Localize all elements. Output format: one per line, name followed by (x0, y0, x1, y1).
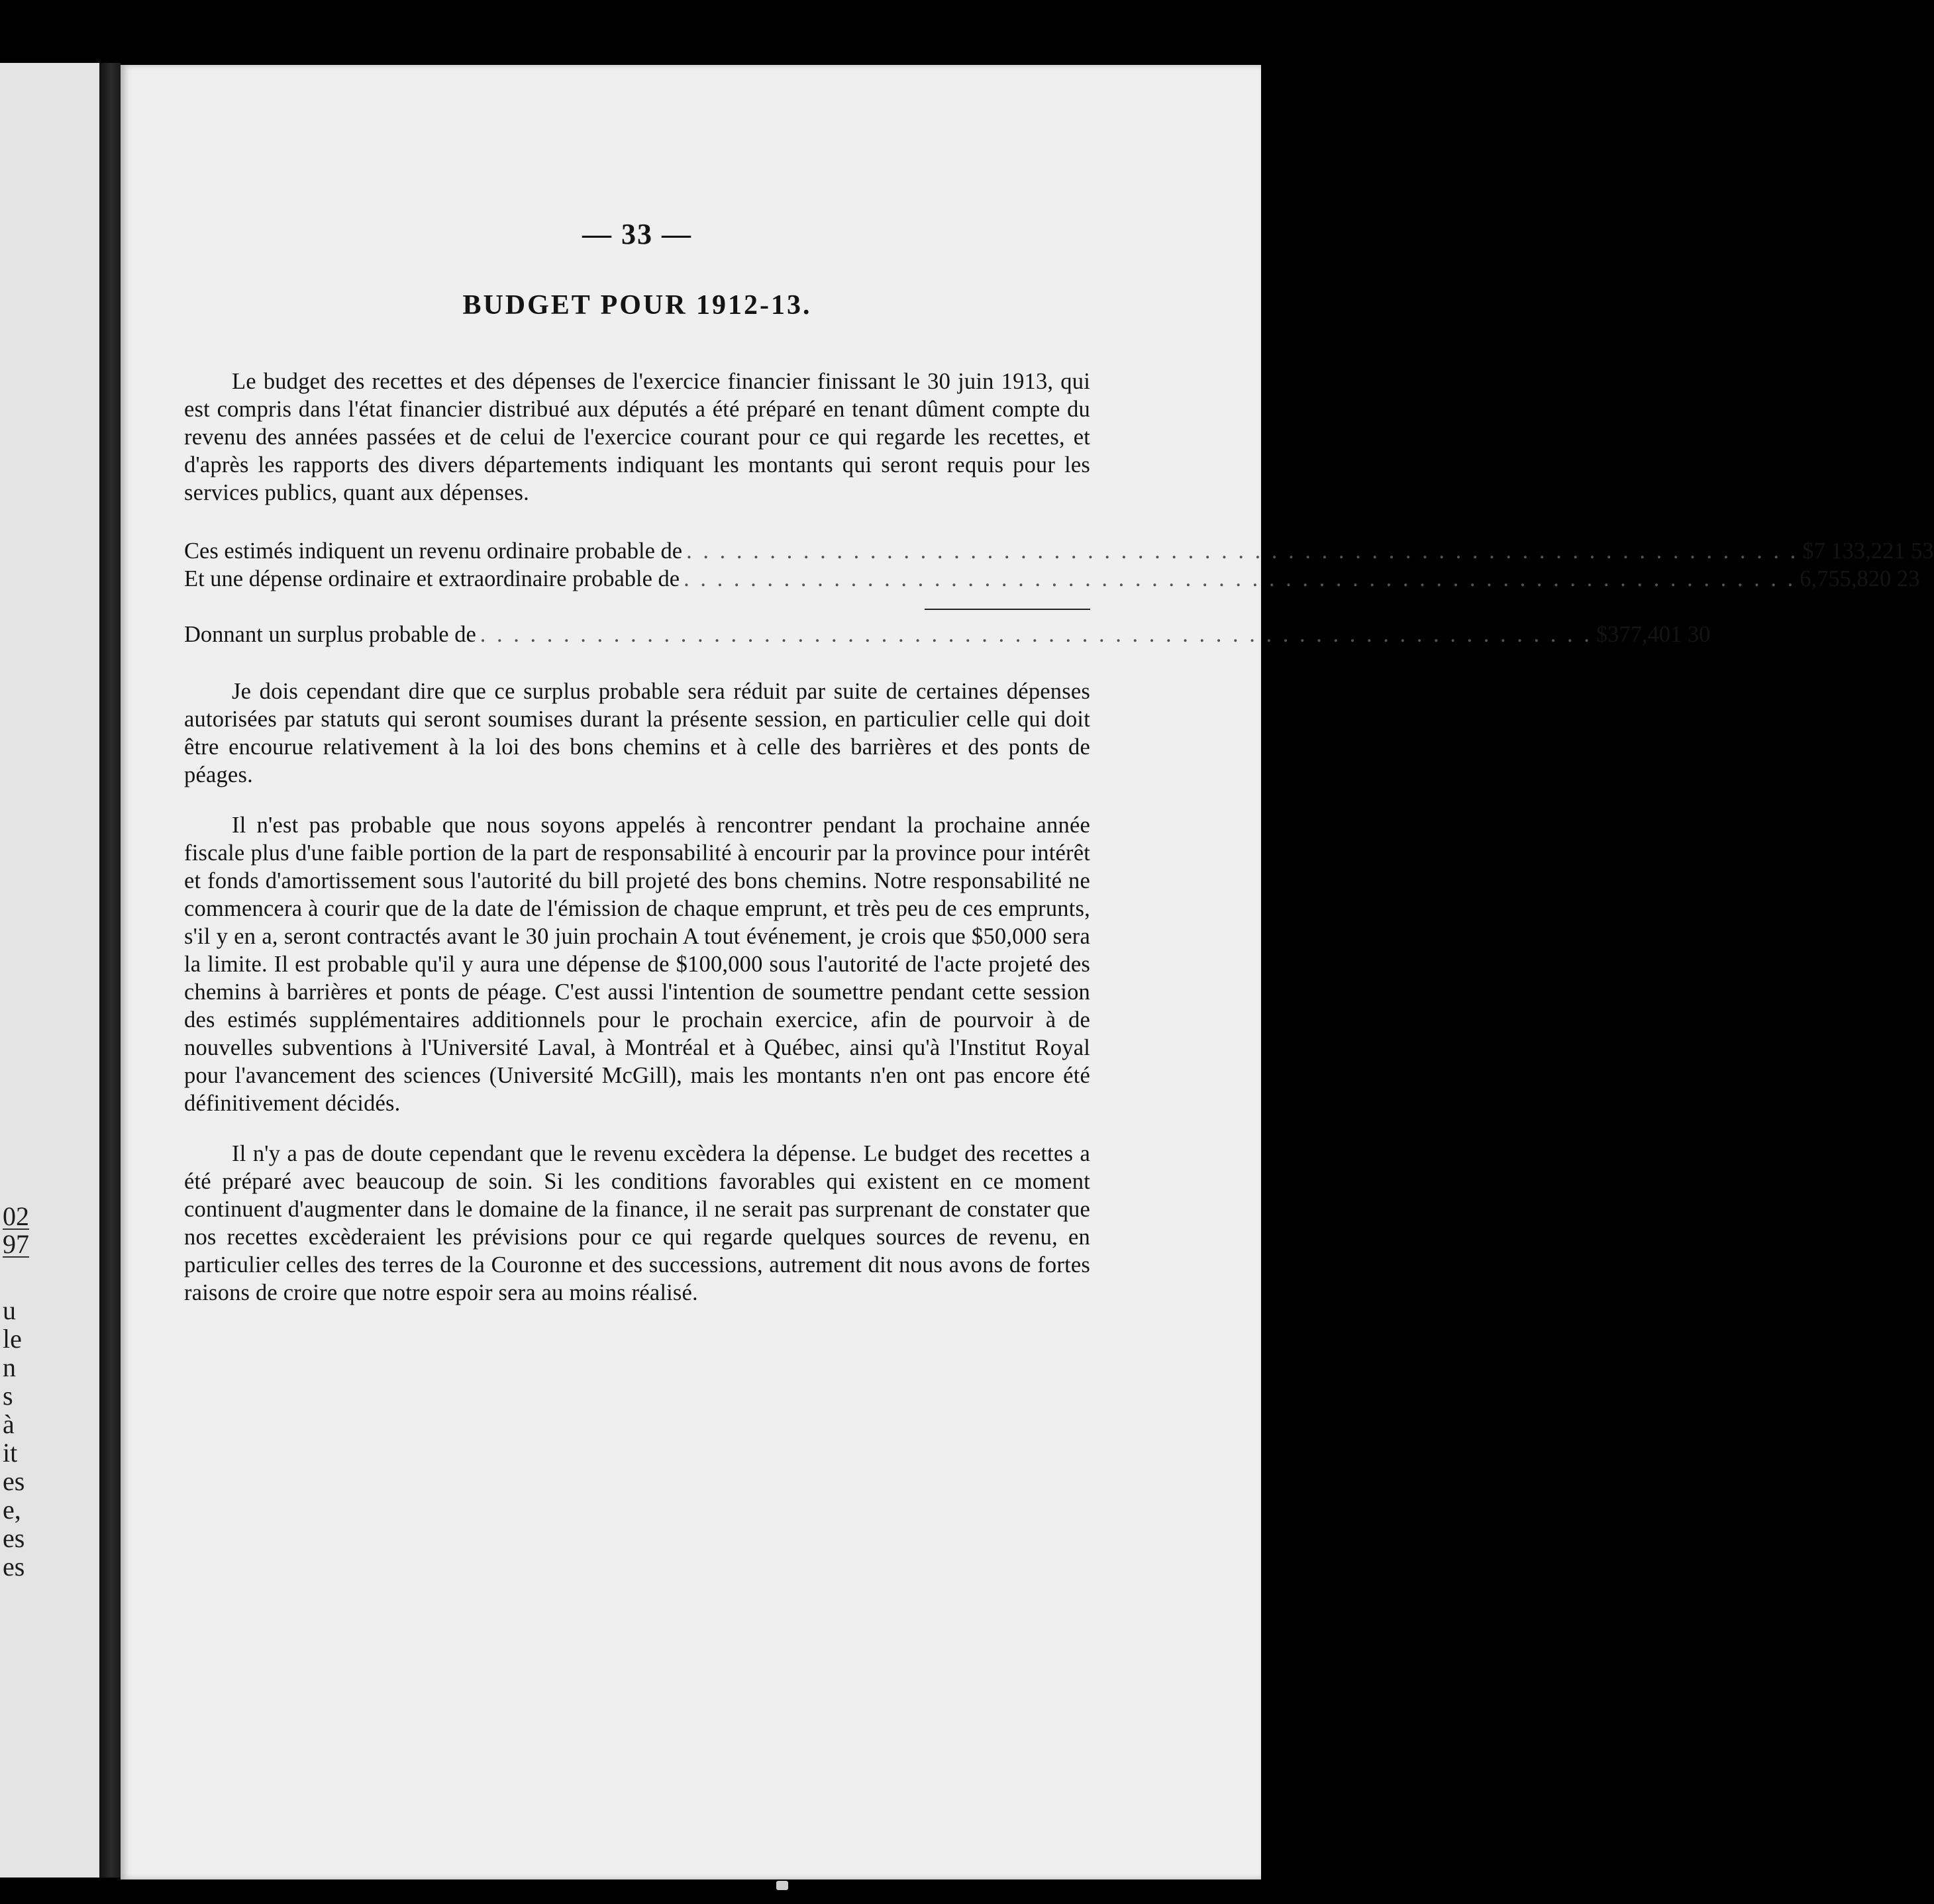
dot-leader: . . . . . . . . . . . . . . . . . . . . . . . . . . . . . . . . . . . . . . . . . . . . . . . . . . . . . . . . . . . . . . . . . . . (684, 566, 1796, 591)
figure-amount: 377,401 30 (1607, 622, 1711, 647)
margin-fragment: e, (3, 1495, 21, 1525)
figure-label: Donnant un surplus probable de (184, 622, 476, 647)
paragraph-responsibility: Il n'est pas probable que nous soyons appelés à rencontrer pendant la prochaine année fiscale plus d'une faible portion de la part de responsabilité à encourir par la province pour intérêt et fonds d'amortissement sous l'autorité du bill projeté des bons chemins. Notre responsabilité ne commencera à courir que de la date de l'émission de chaque emprunt, et très peu de ces emprunts, s'il y en a, seront contractés avant le 30 juin prochain A tout événement, je crois que $50,000 sera la limite. Il est probable qu'il y aura une dépense de $100,000 sous l'autorité de l'acte projeté des chemins à barrières et ponts de péage. C'est aussi l'intention de soumettre pendant cette session des estimés supplémentaires additionnels pour le prochain exercice, afin de pourvoir à de nouvelles subventions à l'Université Laval, à Montréal et à Québec, ainsi qu'à l'Institut Royal pour l'avancement des sciences (Université McGill), mais les montants n'en ont pas encore été définitivement décidés. (184, 813, 1090, 1116)
paragraph-budget-intro: Le budget des recettes et des dépenses de l'exercice financier finissant le 30 juin 1913, qui est compris dans l'état financier distribué aux députés a été préparé en tenant dûment compte du revenu des années passées et de celui de l'exercice courant pour ce qui regarde les recettes, et d'après les rapports des divers départements indiquant les montants qui seront requis pour les services publics, quant aux dépenses. (184, 369, 1090, 505)
book-spine-shadow (99, 63, 121, 1878)
figure-row-surplus (184, 622, 1711, 650)
margin-fragment: 97 (3, 1229, 29, 1259)
figure-amount: 7 133,221 53 (1813, 538, 1934, 564)
page-content (184, 217, 1934, 1307)
paragraph-revenue-outlook: Il n'y a pas de doute cependant que le revenu excèdera la dépense. Le budget des recettes a été préparé avec beaucoup de soin. Si les conditions favorables qui existent en ce moment continuent d'augmenter dans le domaine de la finance, il ne serait pas surprenant de constater que nos recettes excèderaient les prévisions pour ce qui regarde quelques sources de revenu, en particulier celles des terres de la Couronne et des successions, autrement dit nous avons de fortes raisons de croire que notre espoir sera au moins réalisé. (184, 1141, 1090, 1305)
figure-amount: 6,755,820 23 (1800, 566, 1920, 591)
sum-rule (925, 609, 1090, 610)
margin-fragment: 02 (3, 1201, 29, 1231)
margin-fragment: es (3, 1523, 25, 1553)
budget-figures (184, 538, 1934, 650)
page (121, 65, 1934, 1879)
margin-fragment: u (3, 1295, 16, 1325)
margin-fragment: es (3, 1552, 25, 1581)
page-title: BUDGET POUR 1912-13. (462, 290, 812, 321)
figure-currency: $ (1596, 622, 1608, 647)
margin-fragment: n (3, 1352, 16, 1382)
figure-currency: $ (1802, 538, 1814, 564)
margin-fragment: à (3, 1409, 15, 1439)
margin-fragment: s (3, 1381, 13, 1411)
figure-label: Ces estimés indiquent un revenu ordinaire probable de (184, 538, 683, 564)
figure-row-expense (184, 566, 1920, 594)
margin-fragment: le (3, 1324, 22, 1354)
left-page-edge (0, 63, 99, 1878)
dot-leader: . . . . . . . . . . . . . . . . . . . . . . . . . . . . . . . . . . . . . . . . . . . . . . . . . . . . . . . . . . . . . . . . . . . (480, 622, 1592, 647)
page-number: — 33 — (582, 218, 692, 250)
paragraph-surplus-reduction: Je dois cependant dire que ce surplus probable sera réduit par suite de certaines dépenses autorisées par statuts qui seront soumises durant la présente session, en particulier celle qui doit être encourue relativement à la loi des bons chemins et à celle des barrières et des ponts de péages. (184, 679, 1090, 787)
margin-fragment: es (3, 1466, 25, 1496)
dot-leader: . . . . . . . . . . . . . . . . . . . . . . . . . . . . . . . . . . . . . . . . . . . . . . . . . . . . . . . . . . . . . . . . . . . (686, 538, 1799, 564)
scan-speck (776, 1881, 788, 1890)
figure-label: Et une dépense ordinaire et extraordinaire probable de (184, 566, 680, 591)
margin-fragment: it (3, 1438, 18, 1468)
figure-row-revenue (184, 538, 1934, 566)
left-margin-fragments (3, 1202, 29, 1581)
